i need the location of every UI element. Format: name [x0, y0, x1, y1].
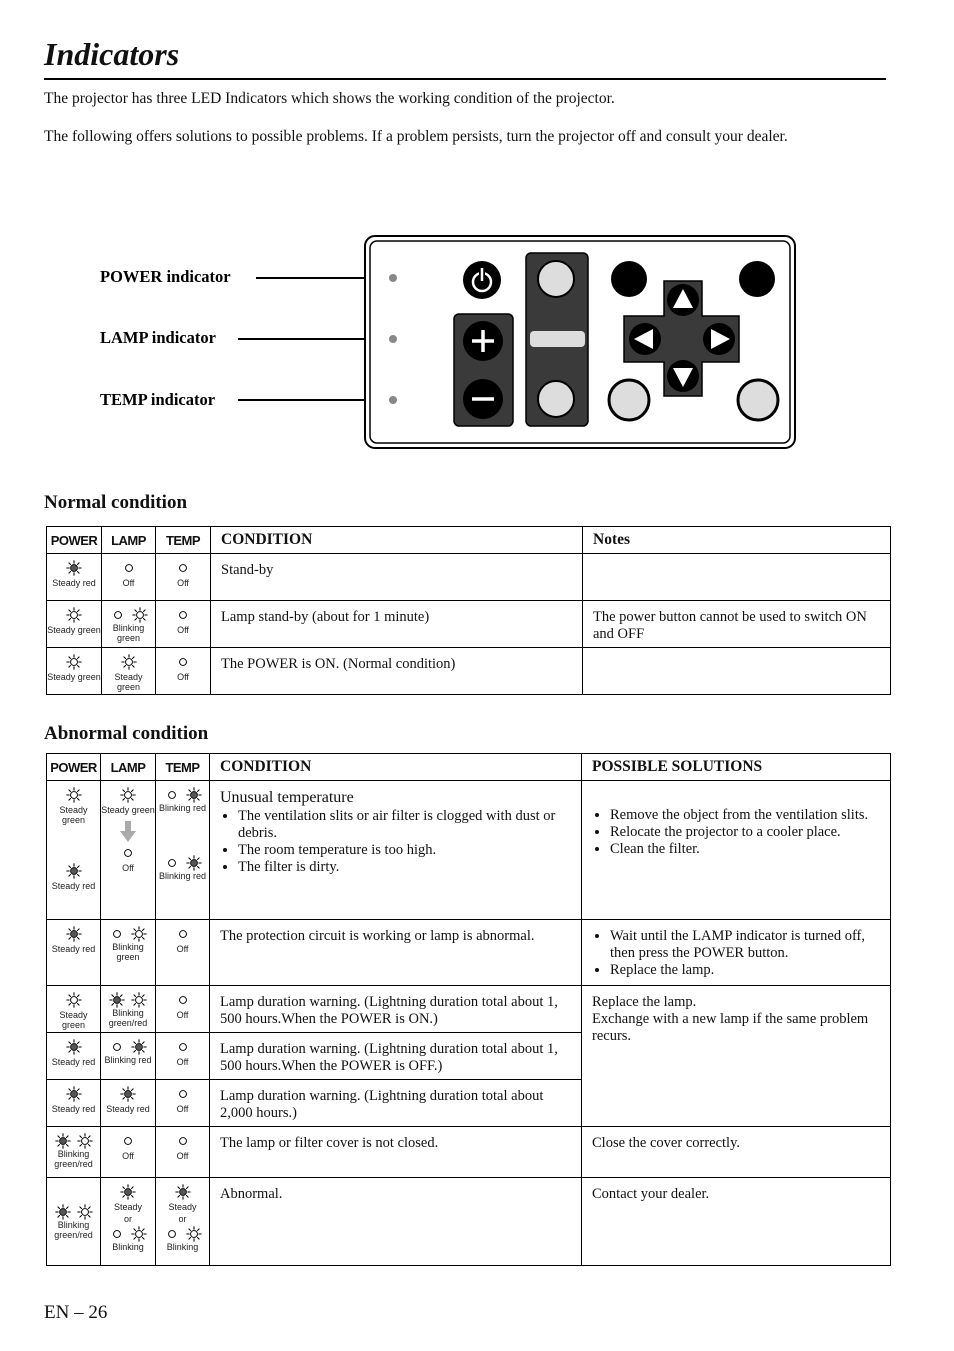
off-icon — [175, 1086, 191, 1102]
col-temp: TEMP — [156, 754, 210, 781]
indicator-cell: Off — [156, 1080, 210, 1127]
off-icon — [175, 607, 191, 623]
off-icon — [109, 1226, 125, 1242]
steady-red-icon — [66, 863, 82, 879]
text-cell: Contact your dealer. — [582, 1178, 891, 1266]
off-icon — [109, 1039, 125, 1055]
steady-green-icon — [121, 654, 137, 670]
col-lamp: LAMP — [102, 527, 156, 554]
indicator-cell: Off — [156, 648, 211, 695]
title-rule — [44, 78, 886, 80]
off-icon — [175, 654, 191, 670]
lamp-led — [389, 335, 397, 343]
text-cell: • Wait until the LAMP indicator is turned off, then press the POWER button. • Replace the lamp. — [582, 920, 891, 986]
off-icon — [175, 926, 191, 942]
arrow-down-icon — [119, 821, 137, 843]
table-row — [47, 1127, 891, 1178]
table-row — [47, 920, 891, 986]
normal-condition-heading: Normal condition — [44, 492, 188, 513]
indicator-cell: Blinking red Blinking red — [156, 781, 210, 920]
col-power: POWER — [47, 527, 102, 554]
indicator-cell: Steady or Blinking — [101, 1178, 156, 1266]
text-cell: Lamp duration warning. (Lightning duration total about 2,000 hours.) — [210, 1080, 582, 1127]
indicator-cell: Off — [156, 986, 210, 1033]
power-led — [389, 274, 397, 282]
text-cell: Close the cover correctly. — [582, 1127, 891, 1178]
blinking-red-icon — [55, 1133, 71, 1149]
indicator-cell: Off — [156, 601, 211, 648]
steady-icon — [120, 1184, 136, 1200]
text-cell: • Remove the object from the ventilation slits. • Relocate the projector to a cooler place. • Clean the filter. — [582, 781, 891, 920]
col-lamp: LAMP — [101, 754, 156, 781]
blinking-icon — [186, 1226, 202, 1242]
page-title: Indicators — [44, 36, 180, 72]
indicator-cell: Off — [156, 554, 211, 601]
indicator-cell: Blinking green/red — [47, 1127, 101, 1178]
off-icon — [175, 1133, 191, 1149]
temp-led — [389, 396, 397, 404]
col-condition: CONDITION — [211, 527, 583, 554]
indicator-cell: Steady red — [47, 1080, 101, 1127]
steady-green-icon — [66, 607, 82, 623]
table-row — [47, 1178, 891, 1266]
blinking-green-icon — [131, 926, 147, 942]
steady-red-icon — [66, 1039, 82, 1055]
text-cell: Lamp duration warning. (Lightning duration total about 1, 500 hours.When the POWER is ON.) — [210, 986, 582, 1033]
blinking-red-icon — [186, 787, 202, 803]
blinking-green-icon — [132, 607, 148, 623]
page-number: EN – 26 — [44, 1302, 108, 1323]
abnormal-condition-table — [46, 753, 891, 1266]
steady-red-icon — [66, 1086, 82, 1102]
indicator-cell: Blinking green/red — [101, 986, 156, 1033]
indicator-cell: Steady green Off — [101, 781, 156, 920]
col-solutions: POSSIBLE SOLUTIONS — [582, 754, 891, 781]
steady-red-icon — [66, 560, 82, 576]
temp-indicator-label: TEMP indicator — [100, 390, 216, 409]
table-row — [47, 554, 891, 601]
off-icon — [164, 1226, 180, 1242]
blinking-icon — [131, 1226, 147, 1242]
indicator-cell: Steady or Blinking — [156, 1178, 210, 1266]
control-panel-diagram — [0, 220, 954, 460]
power-indicator-label: POWER indicator — [100, 267, 231, 286]
blinking-green-icon — [77, 1133, 93, 1149]
blinking-red-icon — [131, 1039, 147, 1055]
indicator-cell: Off — [156, 920, 210, 986]
steady-green-icon — [120, 787, 136, 803]
indicator-cell: Steady red — [47, 554, 102, 601]
indicator-cell: Steady green — [47, 986, 101, 1033]
off-icon — [164, 787, 180, 803]
text-cell: Replace the lamp. Exchange with a new lamp if the same problem recurs. — [582, 986, 891, 1127]
indicator-cell: Off — [156, 1127, 210, 1178]
off-icon — [164, 855, 180, 871]
text-cell: Stand-by — [211, 554, 583, 601]
text-cell: The protection circuit is working or lamp is abnormal. — [210, 920, 582, 986]
indicator-cell: Steady green — [47, 601, 102, 648]
steady-icon — [175, 1184, 191, 1200]
blinking-red-icon — [186, 855, 202, 871]
text-cell — [583, 554, 891, 601]
indicator-cell: Off — [101, 1127, 156, 1178]
blinking-green-icon — [77, 1204, 93, 1220]
off-icon — [120, 1133, 136, 1149]
text-cell: The power button cannot be used to switch ON and OFF — [583, 601, 891, 648]
indicator-cell: Blinking green/red — [47, 1178, 101, 1266]
off-icon — [121, 560, 137, 576]
normal-condition-table — [46, 526, 891, 695]
indicator-cell: Steady green — [47, 648, 102, 695]
off-icon — [109, 926, 125, 942]
blinking-red-icon — [55, 1204, 71, 1220]
table-row — [47, 648, 891, 695]
text-cell: The POWER is ON. (Normal condition) — [211, 648, 583, 695]
table-header-row — [47, 527, 891, 554]
off-icon — [110, 607, 126, 623]
indicator-cell: Blinking green — [101, 920, 156, 986]
text-cell: The lamp or filter cover is not closed. — [210, 1127, 582, 1178]
text-cell: Lamp stand-by (about for 1 minute) — [211, 601, 583, 648]
intro-paragraph-2: The following offers solutions to possible problems. If a problem persists, turn the projector off and consult your dealer. — [44, 128, 788, 145]
table-row — [47, 986, 891, 1033]
indicator-cell: Blinking red — [101, 1033, 156, 1080]
text-cell — [583, 648, 891, 695]
lamp-indicator-label: LAMP indicator — [100, 328, 216, 347]
steady-red-icon — [120, 1086, 136, 1102]
blinking-red-icon — [109, 992, 125, 1008]
indicator-cell: Steady red — [101, 1080, 156, 1127]
indicator-cell: Steady red — [47, 920, 101, 986]
steady-green-icon — [66, 992, 82, 1008]
text-cell: Abnormal. — [210, 1178, 582, 1266]
off-icon — [175, 992, 191, 1008]
table-row — [47, 781, 891, 920]
indicator-cell: Off — [102, 554, 156, 601]
indicator-cell: Off — [156, 1033, 210, 1080]
steady-green-icon — [66, 787, 82, 803]
off-icon — [175, 1039, 191, 1055]
abnormal-condition-heading: Abnormal condition — [44, 723, 209, 744]
intro-paragraph-1: The projector has three LED Indicators which shows the working condition of the projector. — [44, 90, 615, 107]
indicator-cell: Blinking green — [102, 601, 156, 648]
off-icon — [175, 560, 191, 576]
off-icon — [120, 845, 136, 861]
col-power: POWER — [47, 754, 101, 781]
indicator-cell: Steady green — [102, 648, 156, 695]
col-condition: CONDITION — [210, 754, 582, 781]
col-temp: TEMP — [156, 527, 211, 554]
steady-green-icon — [66, 654, 82, 670]
table-header-row — [47, 754, 891, 781]
text-cell: Unusual temperature • The ventilation slits or air filter is clogged with dust or debris. • The room temperature is too high. • The filter is dirty. — [210, 781, 582, 920]
steady-red-icon — [66, 926, 82, 942]
blinking-green-icon — [131, 992, 147, 1008]
indicator-cell: Steady red — [47, 1033, 101, 1080]
col-notes: Notes — [583, 527, 891, 554]
indicator-cell: Steady green Steady red — [47, 781, 101, 920]
text-cell: Lamp duration warning. (Lightning duration total about 1, 500 hours.When the POWER is OFF.) — [210, 1033, 582, 1080]
table-row — [47, 601, 891, 648]
